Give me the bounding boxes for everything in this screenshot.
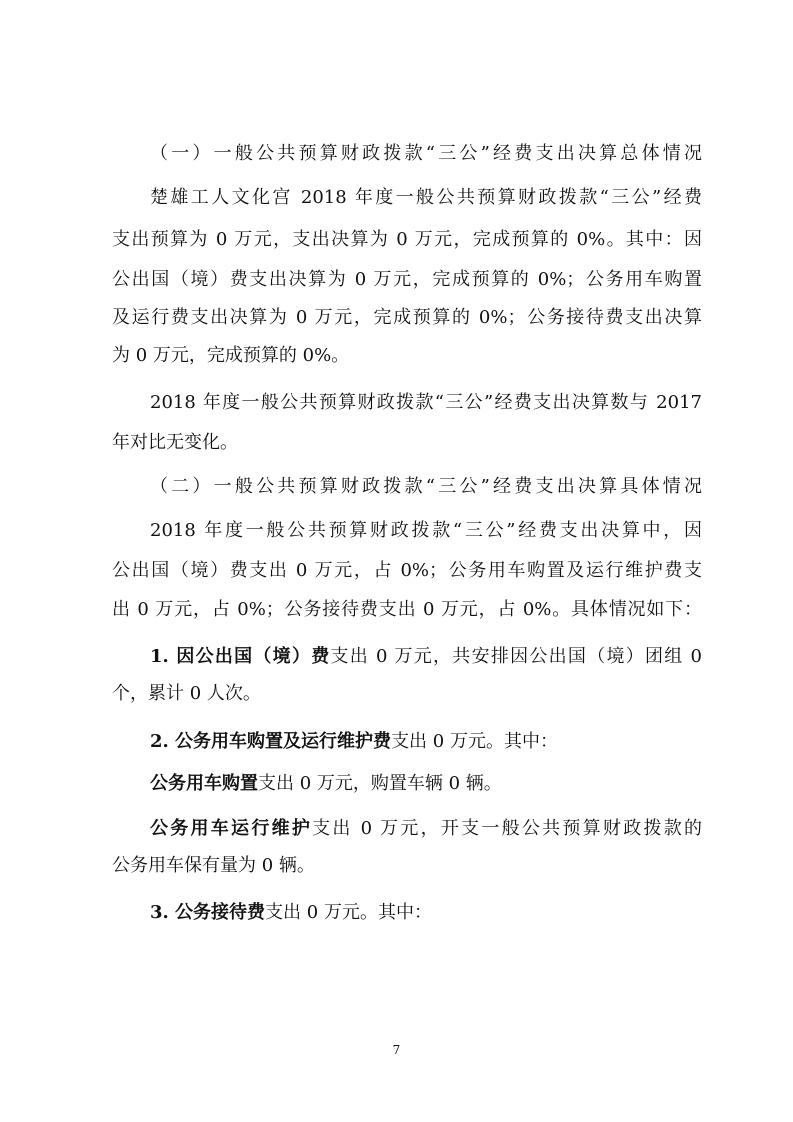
paragraph-line: 公出国（境）费支出决算为 0 万元，完成预算的 0%；公务用车购置 <box>112 269 702 290</box>
paragraph-line: 为 0 万元，完成预算的 0%。 <box>112 345 350 366</box>
item-1-label: 1. 因公出国（境）费 <box>150 646 331 667</box>
item-2a-label: 公务用车购置 <box>150 773 258 794</box>
page-number: 7 <box>392 1043 401 1057</box>
paragraph-line: 支出预算为 0 万元，支出决算为 0 万元，完成预算的 0%。其中：因 <box>112 229 702 250</box>
item-3-label: 3. 公务接待费 <box>150 902 266 923</box>
section-heading-1: （一）一般公共预算财政拨款“三公”经费支出决算总体情况 <box>150 143 702 164</box>
paragraph-line: 公出国（境）费支出 0 万元，占 0%；公务用车购置及运行维护费支 <box>112 560 702 581</box>
paragraph-line: 2018 年度一般公共预算财政拨款“三公”经费支出决算数与 2017 <box>150 392 702 413</box>
item-2-line <box>150 731 702 753</box>
item-1-cont: 个，累计 0 人次。 <box>112 683 261 704</box>
paragraph-line: 及运行费支出决算为 0 万元，完成预算的 0%；公务接待费支出决算 <box>112 307 702 328</box>
section-heading-2: （二）一般公共预算财政拨款“三公”经费支出决算具体情况 <box>150 476 702 497</box>
item-1-line <box>150 646 702 668</box>
paragraph-line: 2018 年度一般公共预算财政拨款“三公”经费支出决算中，因 <box>150 520 702 541</box>
item-2b-cont: 公务用车保有量为 0 辆。 <box>112 855 315 876</box>
item-3-line <box>150 902 702 924</box>
item-2-text: 支出 0 万元。其中： <box>391 731 558 752</box>
item-1-text: 支出 0 万元，共安排因公出国（境）团组 0 <box>330 646 702 667</box>
paragraph-line: 楚雄工人文化宫 2018 年度一般公共预算财政拨款“三公”经费 <box>150 187 702 208</box>
paragraph-line: 出 0 万元，占 0%；公务接待费支出 0 万元，占 0%。具体情况如下： <box>112 599 702 620</box>
item-2-label: 2. 公务用车购置及运行维护费 <box>150 731 392 752</box>
item-3-text: 支出 0 万元。其中： <box>265 902 432 923</box>
item-2a-text: 支出 0 万元，购置车辆 0 辆。 <box>258 773 502 794</box>
paragraph-line: 年对比无变化。 <box>112 432 238 453</box>
item-2b-label: 公务用车运行维护 <box>150 818 313 839</box>
item-2b-line <box>150 818 702 840</box>
item-2b-text: 支出 0 万元，开支一般公共预算财政拨款的 <box>312 818 702 839</box>
item-2a-line <box>150 773 702 795</box>
